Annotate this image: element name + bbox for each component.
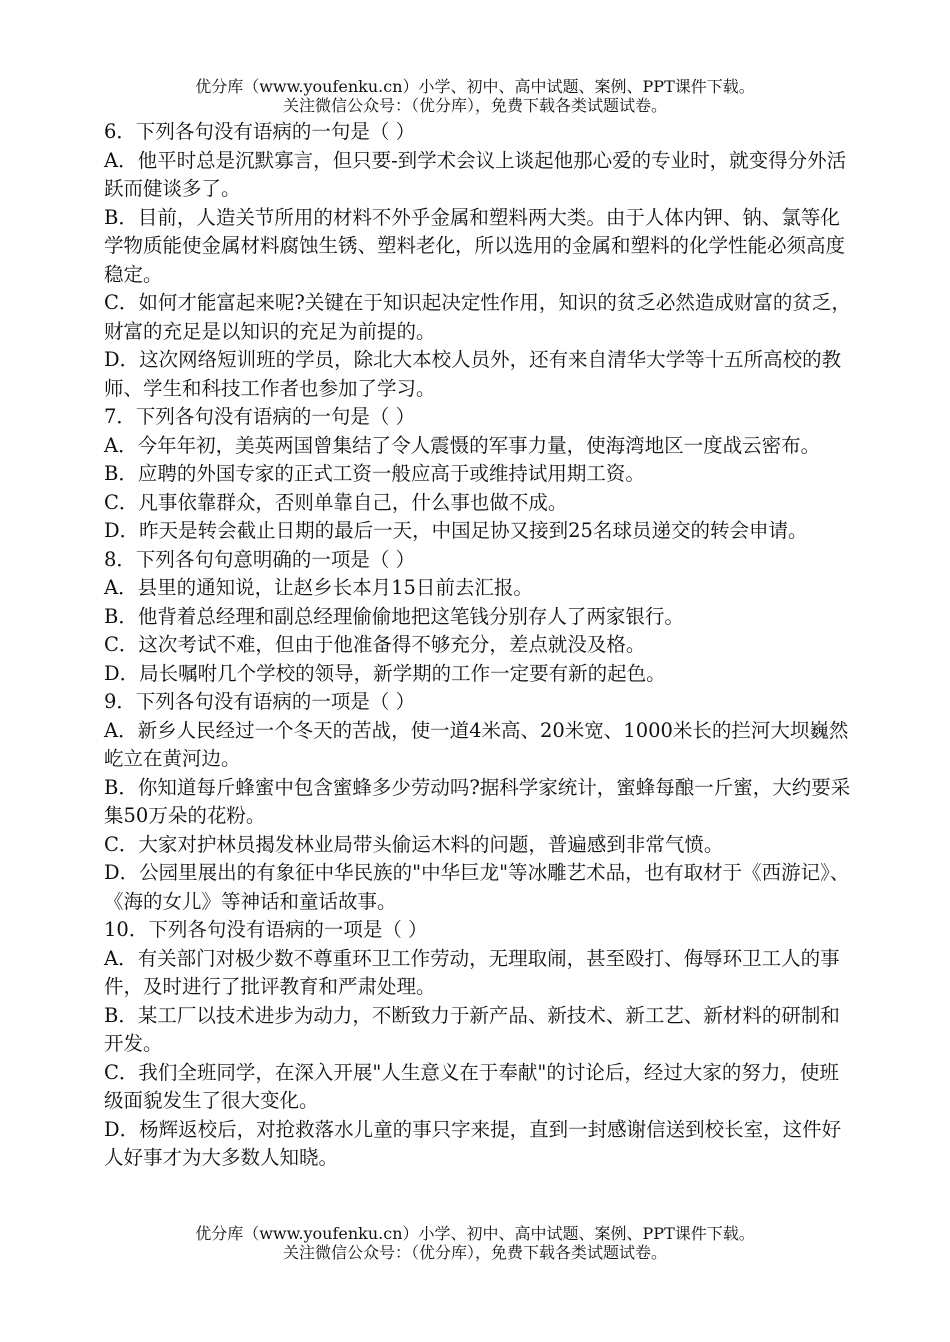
question-stem: 6．下列各句没有语病的一句是（ ）	[104, 120, 416, 143]
page-header	[0, 77, 950, 115]
option-a: A．有关部门对极少数不尊重环卫工作劳动，无理取闹，甚至殴打、侮辱环卫工人的事件，及时进行了批评教育和严肃处理。	[104, 946, 840, 998]
header-line-2: 关注微信公众号：（优分库），免费下载各类试题试卷。	[282, 96, 667, 115]
question-stem: 9．下列各句没有语病的一项是（ ）	[104, 690, 416, 713]
question-10	[104, 916, 856, 1173]
option-d: D．昨天是转会截止日期的最后一天，中国足协又接到25名球员递交的转会申请。	[104, 519, 808, 542]
option-b: B．他背着总经理和副总经理偷偷地把这笔钱分别存人了两家银行。	[104, 604, 684, 628]
page-footer	[0, 1224, 950, 1262]
question-9	[104, 688, 856, 916]
option-c: C．这次考试不难，但由于他准备得不够充分，差点就没及格。	[104, 633, 646, 656]
option-a: A．今年年初，美英两国曾集结了令人震慑的军事力量，使海湾地区一度战云密布。	[104, 433, 821, 457]
footer-line-2: 关注微信公众号：（优分库），免费下载各类试题试卷。	[282, 1243, 667, 1262]
question-6	[104, 118, 856, 403]
option-c: C．大家对护林员揭发林业局带头偷运木料的问题，普遍感到非常气愤。	[104, 832, 724, 856]
option-b: B．你知道每斤蜂蜜中包含蜜蜂多少劳动吗?据科学家统计，蜜蜂每酿一斤蜜，大约要采集50万朵的花粉。	[104, 775, 851, 827]
option-d: D．公园里展出的有象征中华民族的"中华巨龙"等冰雕艺术品，也有取材于《西游记》、《海的女儿》等神话和童话故事。	[104, 861, 850, 913]
option-a: A．新乡人民经过一个冬天的苦战，使一道4米高、20米宽、1000米长的拦河大坝巍然屹立在黄河边。	[104, 718, 849, 770]
header-line-1: 优分库（www.youfenku.cn）小学、初中、高中试题、案例、PPT课件下载。	[195, 77, 755, 96]
option-a: A．县里的通知说，让赵乡长本月15日前去汇报。	[104, 576, 533, 599]
option-c: C．我们全班同学，在深入开展"人生意义在于奉献"的讨论后，经过大家的努力，使班级面貌发生了很大变化。	[104, 1060, 839, 1112]
question-7	[104, 403, 856, 546]
option-c: C．凡事依靠群众，否则单靠自己，什么事也做不成。	[104, 490, 568, 514]
option-b: B．目前，人造关节所用的材料不外乎金属和塑料两大类。由于人体内钾、钠、氯等化学物质能使金属材料腐蚀生锈、塑料老化，所以选用的金属和塑料的化学性能必须高度稳定。	[104, 205, 846, 286]
option-d: D．局长嘱咐几个学校的领导，新学期的工作一定要有新的起色。	[104, 661, 666, 685]
question-8	[104, 546, 856, 689]
option-d: D．杨辉返校后，对抢救落水儿童的事只字来提，直到一封感谢信送到校长室，这件好人好事才为大多数人知晓。	[104, 1117, 842, 1169]
footer-line-1: 优分库（www.youfenku.cn）小学、初中、高中试题、案例、PPT课件下载。	[195, 1224, 755, 1243]
question-stem: 7．下列各句没有语病的一句是（ ）	[104, 405, 416, 428]
option-b: B．应聘的外国专家的正式工资一般应高于或维持试用期工资。	[104, 462, 645, 485]
option-c: C．如何才能富起来呢?关键在于知识起决定性作用，知识的贫乏必然造成财富的贫乏，财富的充足是以知识的充足为前提的。	[104, 291, 851, 343]
question-stem: 8．下列各句句意明确的一项是（ ）	[104, 547, 416, 571]
option-a: A．他平时总是沉默寡言，但只要-到学术会议上谈起他那心爱的专业时，就变得分外活跃而健谈多了。	[104, 148, 847, 200]
question-stem: 10．下列各句没有语病的一项是（ ）	[104, 918, 428, 941]
question-list	[104, 118, 856, 1173]
option-b: B．某工厂以技术进步为动力，不断致力于新产品、新技术、新工艺、新材料的研制和开发。	[104, 1003, 840, 1055]
option-d: D．这次网络短训班的学员，除北大本校人员外，还有来自清华大学等十五所高校的教师、学生和科技工作者也参加了学习。	[104, 348, 842, 400]
